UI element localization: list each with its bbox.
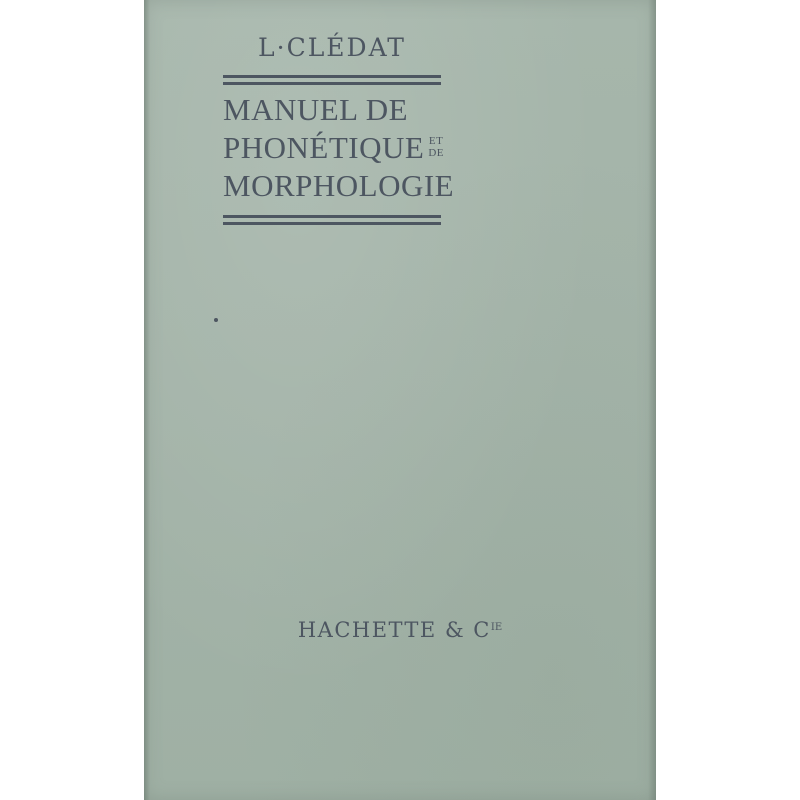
rule-line xyxy=(223,75,441,78)
conj-et: ET xyxy=(428,135,444,147)
rule-line xyxy=(223,222,441,225)
title-word-phonetique: PHONÉTIQUE xyxy=(223,130,425,165)
title-block xyxy=(223,28,455,227)
cover-left-edge xyxy=(144,0,150,800)
conj-de: DE xyxy=(428,147,444,159)
ink-speck xyxy=(214,318,218,322)
author-name: L·CLÉDAT xyxy=(258,33,406,62)
title-line-1: MANUEL DE xyxy=(223,92,409,127)
cover-right-edge xyxy=(648,0,656,800)
title-conjunction xyxy=(428,135,444,159)
title-line-3: MORPHOLOGIE xyxy=(223,168,455,203)
book-cover xyxy=(144,0,656,800)
publisher-name: HACHETTE & C xyxy=(297,618,491,642)
top-double-rule xyxy=(223,75,441,87)
title-line-2 xyxy=(223,129,444,167)
bottom-double-rule xyxy=(223,215,441,227)
publisher-imprint xyxy=(144,618,656,642)
rule-line xyxy=(223,215,441,218)
publisher-superscript: IE xyxy=(490,622,503,633)
rule-line xyxy=(223,82,441,85)
